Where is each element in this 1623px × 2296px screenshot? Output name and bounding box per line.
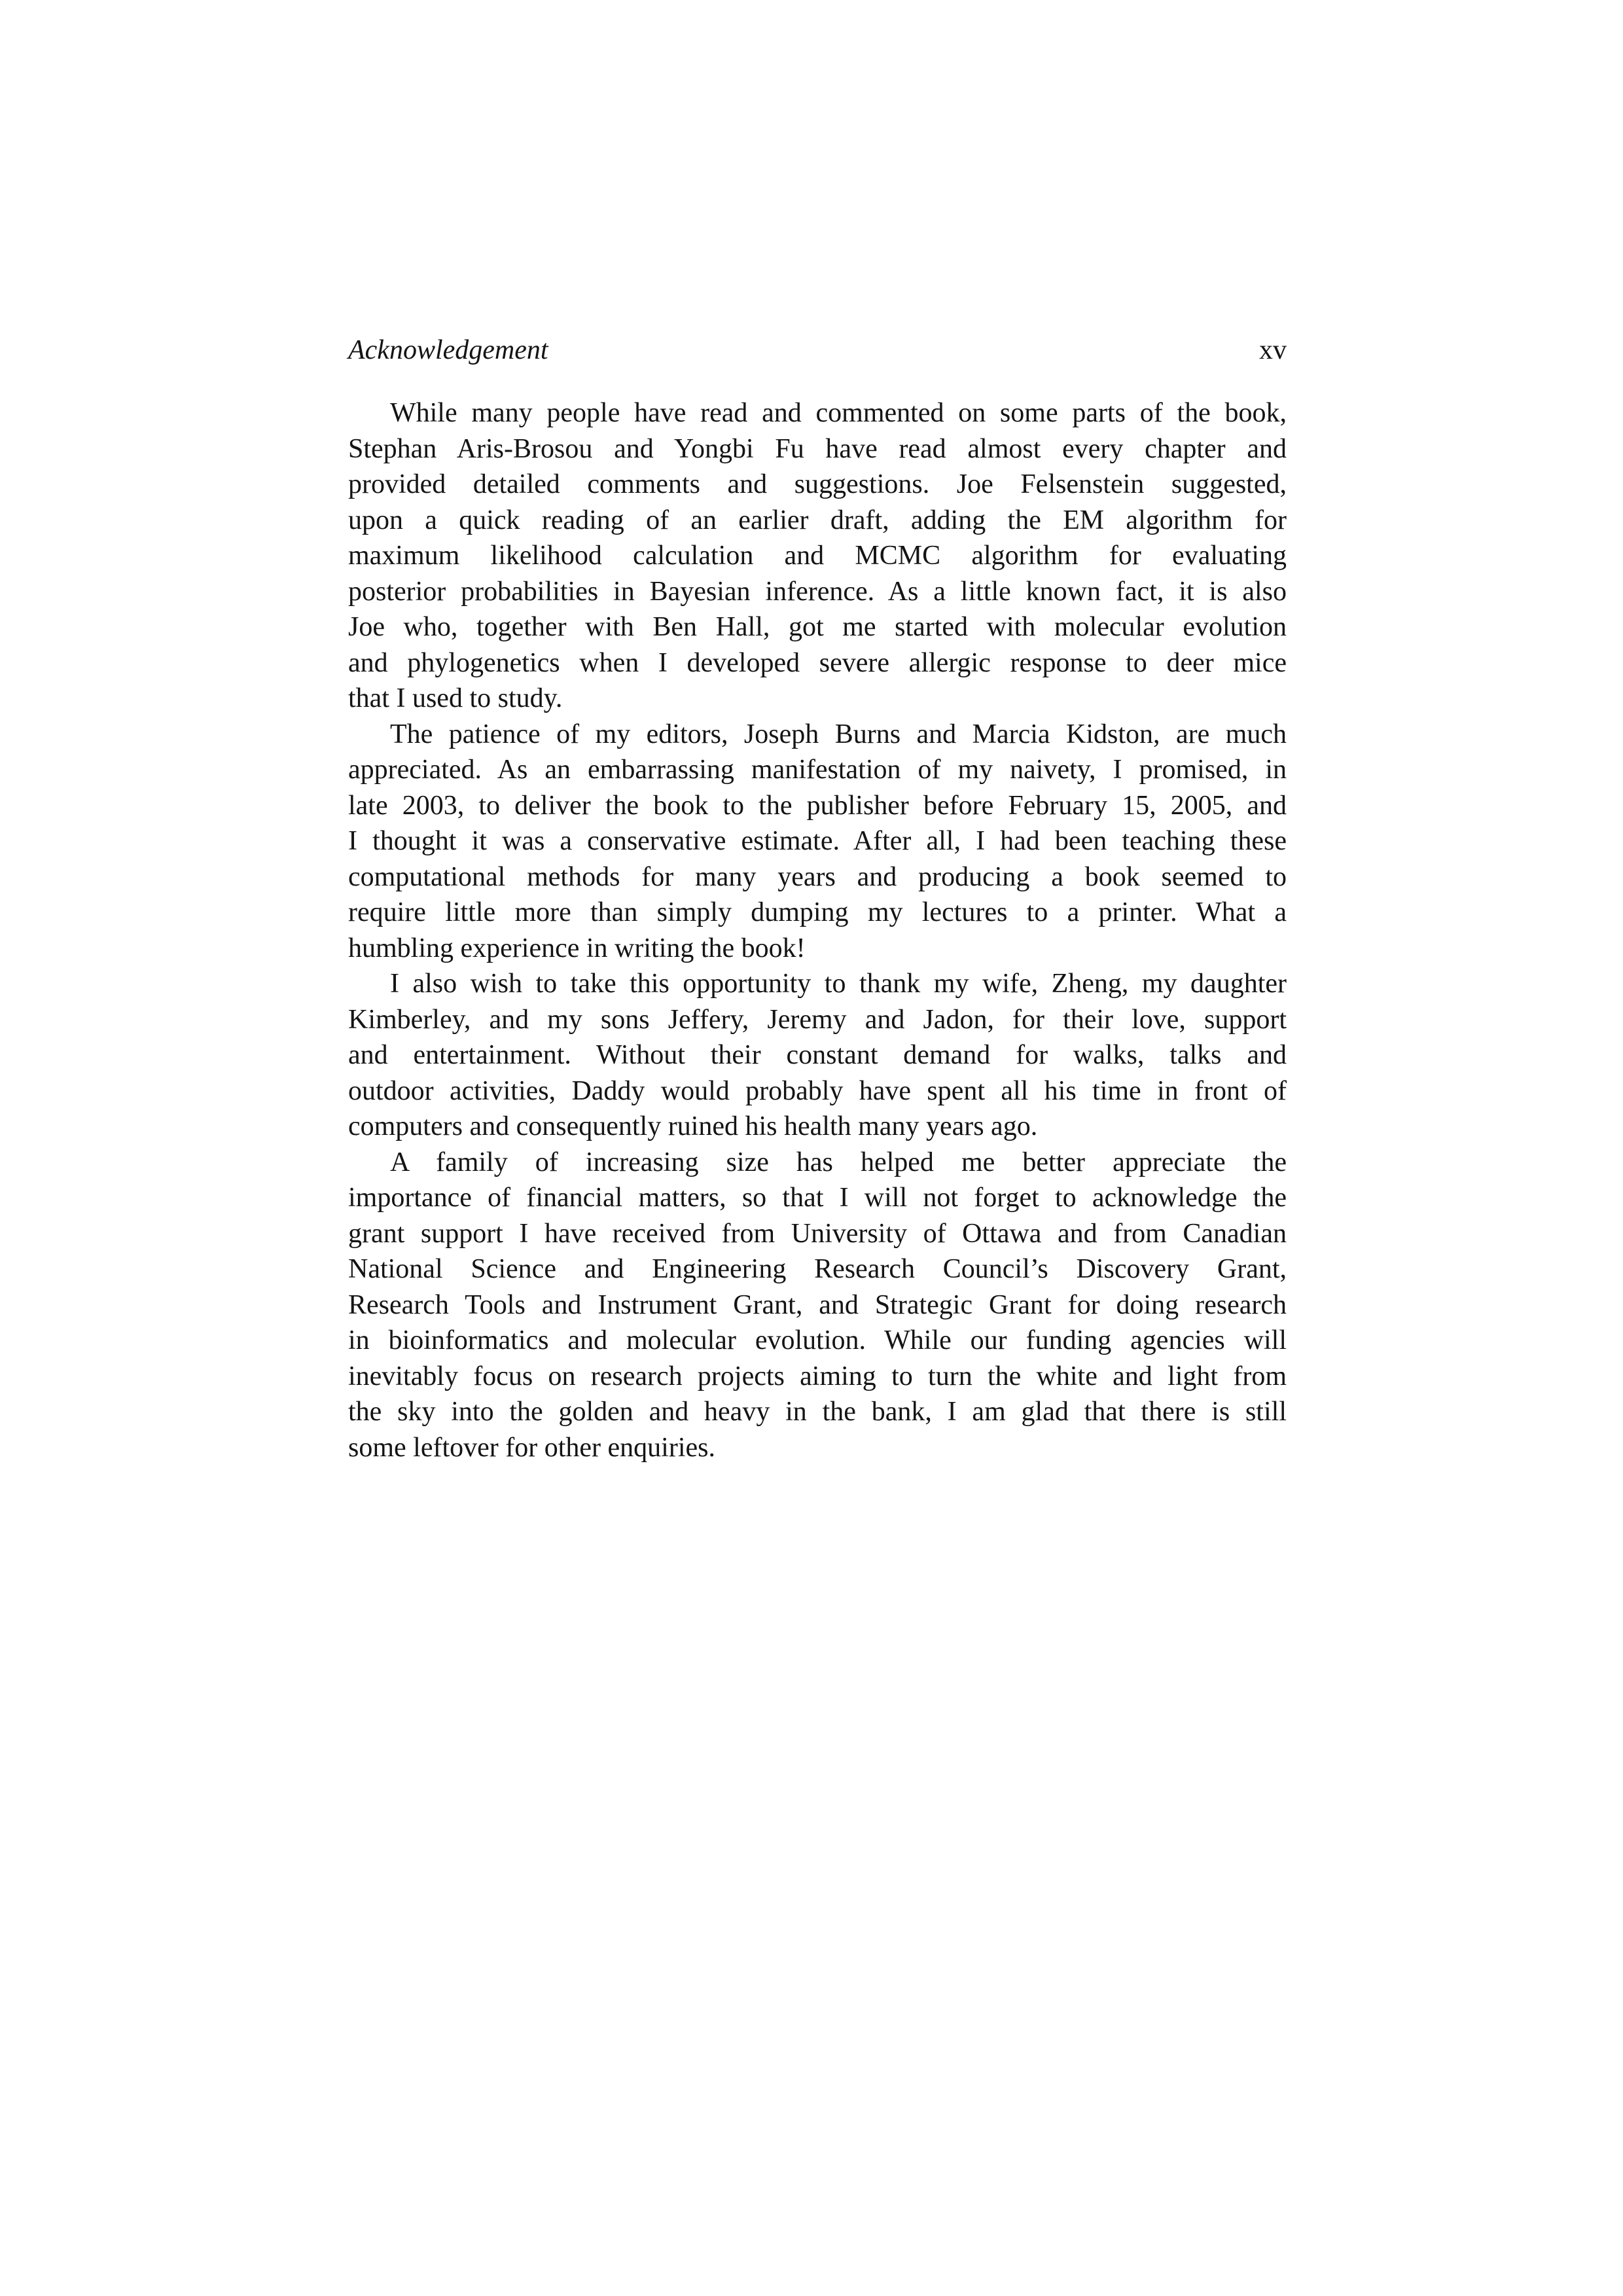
- paragraph-1-line: maximum likelihood calculation and MCMC algorithm for evaluating: [348, 541, 1287, 571]
- paragraph-1-line: provided detailed comments and suggestions. Joe Felsenstein suggested,: [348, 469, 1287, 499]
- running-header: [348, 327, 1287, 373]
- paragraph-3-line: computers and consequently ruined his health many years ago.: [348, 1111, 1038, 1141]
- paragraph-2: [348, 717, 1287, 967]
- paragraph-3: [348, 966, 1287, 1145]
- paragraph-1-line: and phylogenetics when I developed severe allergic response to deer mice: [348, 647, 1287, 678]
- paragraph-3-line: I also wish to take this opportunity to thank my wife, Zheng, my daughter: [390, 969, 1287, 999]
- page-number: xv: [1259, 335, 1287, 365]
- paragraph-2-line: late 2003, to deliver the book to the publisher before February 15, 2005, and: [348, 790, 1287, 821]
- paragraph-4-line: Research Tools and Instrument Grant, and Strategic Grant for doing research: [348, 1289, 1287, 1320]
- paragraph-2-line: computational methods for many years and producing a book seemed to: [348, 861, 1287, 892]
- paragraph-1-line: While many people have read and commented on some parts of the book,: [390, 398, 1287, 428]
- paragraph-4-line: grant support I have received from University of Ottawa and from Canadian: [348, 1218, 1287, 1249]
- paragraph-1: [348, 395, 1287, 717]
- running-title: Acknowledgement: [348, 335, 548, 365]
- paragraph-2-line: appreciated. As an embarrassing manifestation of my naivety, I promised, in: [348, 755, 1287, 785]
- paragraph-2-line: The patience of my editors, Joseph Burns and Marcia Kidston, are much: [390, 719, 1287, 749]
- body-text: [348, 395, 1287, 1465]
- page-content: [348, 327, 1287, 1465]
- paragraph-4-line: National Science and Engineering Research Council’s Discovery Grant,: [348, 1254, 1287, 1284]
- paragraph-4-line: in bioinformatics and molecular evolution. While our funding agencies will: [348, 1325, 1287, 1355]
- paragraph-1-line: upon a quick reading of an earlier draft, adding the EM algorithm for: [348, 505, 1287, 535]
- paragraph-1-line: Stephan Aris-Brosou and Yongbi Fu have read almost every chapter and: [348, 433, 1287, 464]
- paragraph-3-line: Kimberley, and my sons Jeffery, Jeremy and Jadon, for their love, support: [348, 1004, 1287, 1035]
- paragraph-1-line: Joe who, together with Ben Hall, got me started with molecular evolution: [348, 612, 1287, 642]
- paragraph-2-line: humbling experience in writing the book!: [348, 933, 806, 963]
- paragraph-4-line: importance of financial matters, so that I will not forget to acknowledge the: [348, 1183, 1287, 1213]
- paragraph-3-line: outdoor activities, Daddy would probably have spent all his time in front of: [348, 1075, 1287, 1106]
- paragraph-3-line: and entertainment. Without their constant demand for walks, talks and: [348, 1040, 1287, 1070]
- paragraph-2-line: I thought it was a conservative estimate. After all, I had been teaching these: [348, 826, 1287, 856]
- paragraph-4-line: some leftover for other enquiries.: [348, 1432, 715, 1463]
- paragraph-1-line: posterior probabilities in Bayesian inference. As a little known fact, it is also: [348, 576, 1287, 607]
- paragraph-4-line: A family of increasing size has helped me better appreciate the: [390, 1147, 1287, 1177]
- paragraph-4-line: the sky into the golden and heavy in the bank, I am glad that there is still: [348, 1397, 1287, 1427]
- paragraph-1-line: that I used to study.: [348, 683, 563, 713]
- paragraph-4: [348, 1145, 1287, 1466]
- paragraph-2-line: require little more than simply dumping my lectures to a printer. What a: [348, 897, 1287, 927]
- paragraph-4-line: inevitably focus on research projects aiming to turn the white and light from: [348, 1361, 1287, 1391]
